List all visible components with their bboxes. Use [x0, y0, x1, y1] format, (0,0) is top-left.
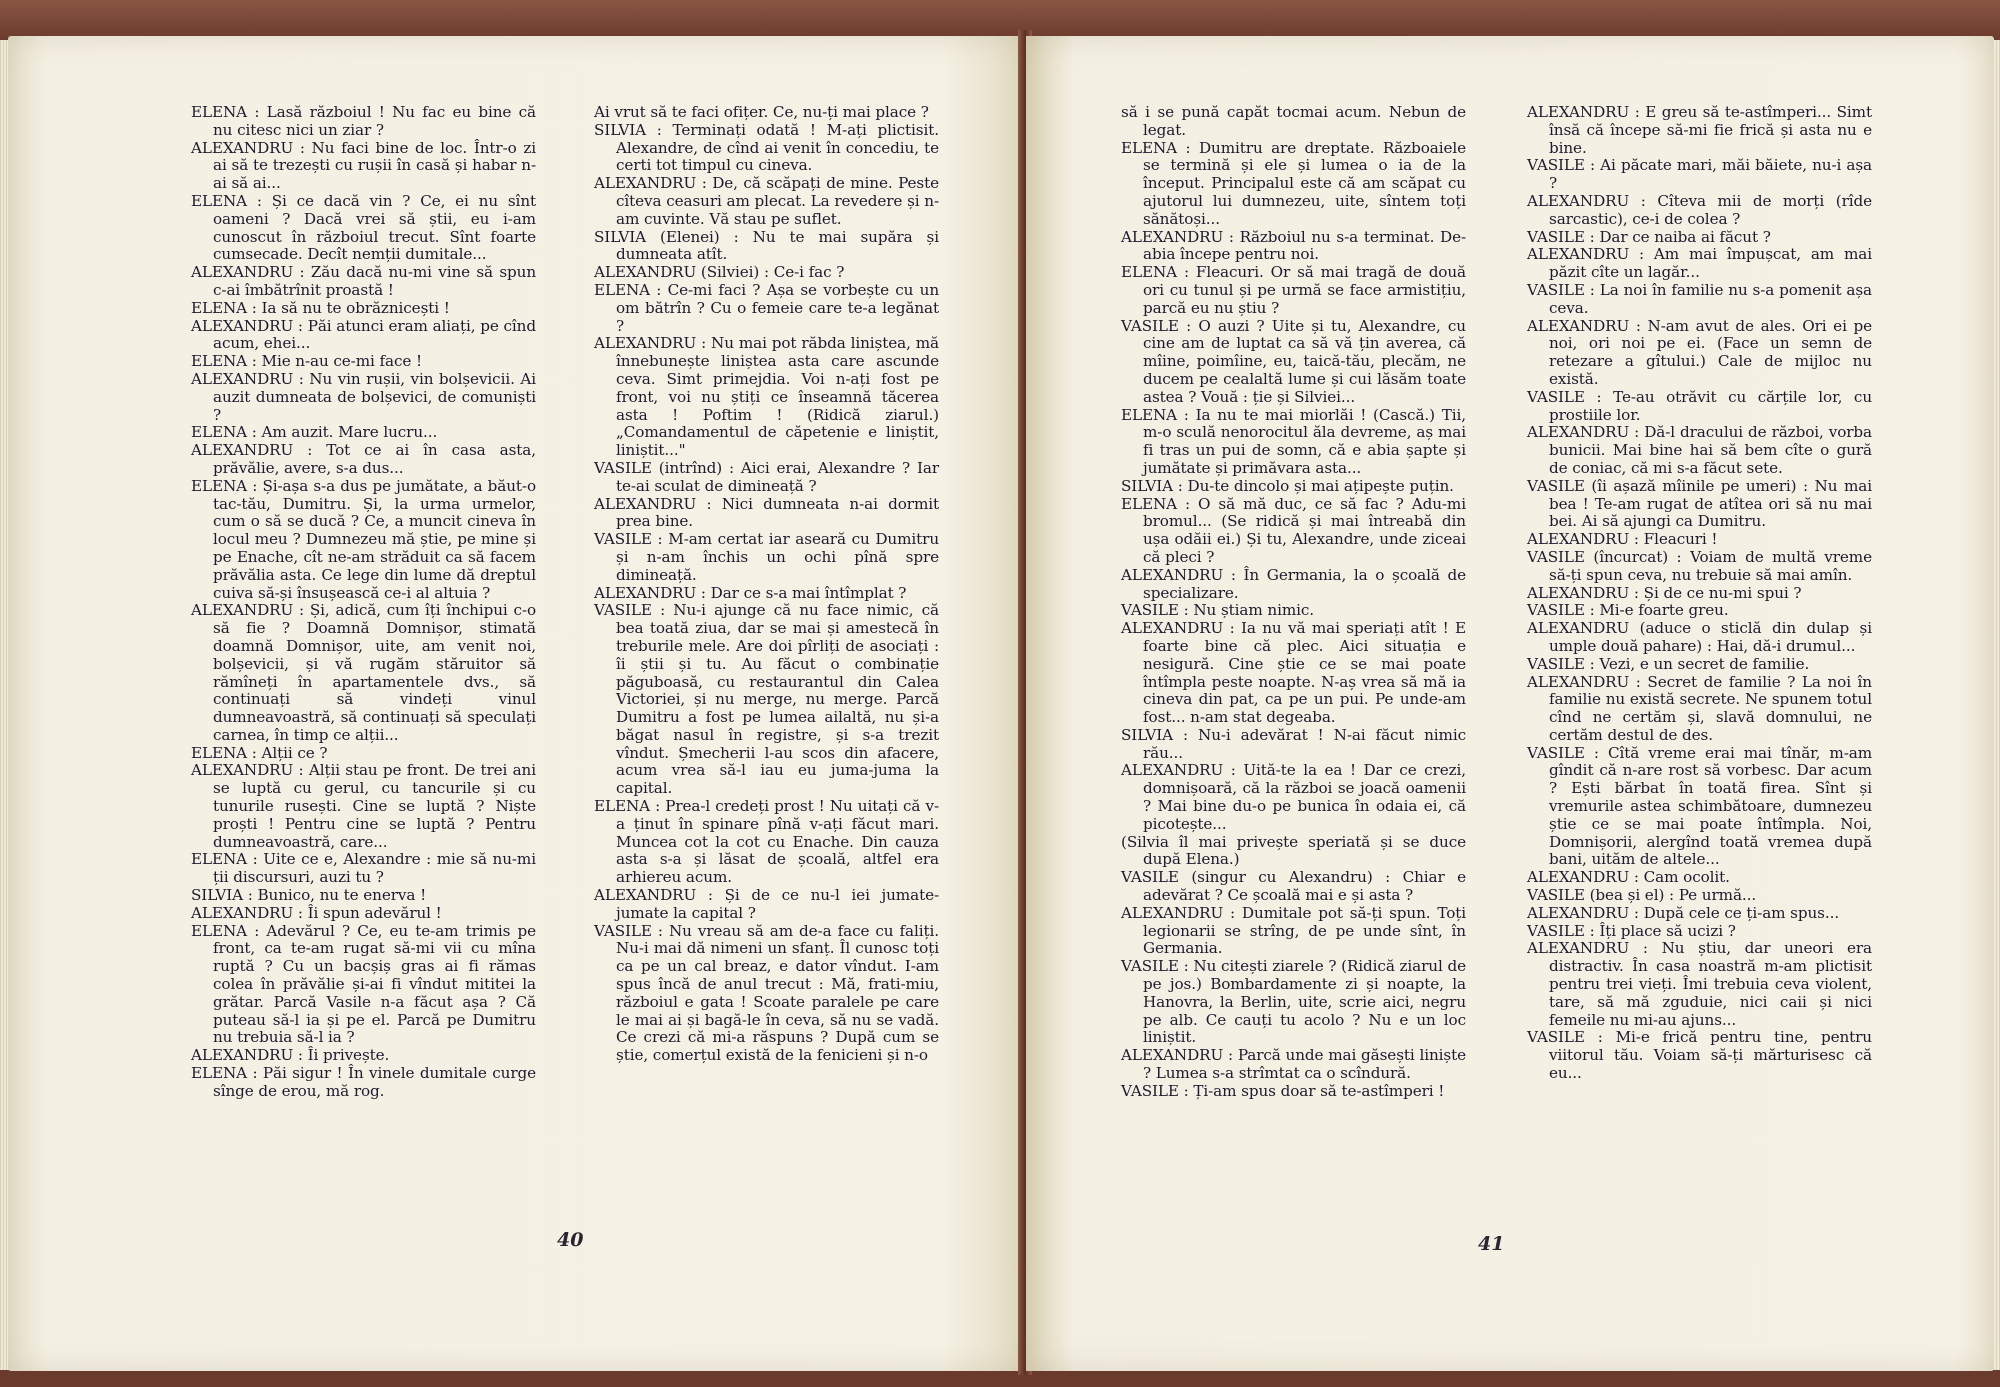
- dialogue-line: ALEXANDRU : E greu să te-astîmperi... Simt însă că începe să-mi fie frică și asta nu e bine.: [1527, 103, 1872, 157]
- dialogue-line: VASILE : Mi-e frică pentru tine, pentru viitorul tău. Voiam să-ți mărturisesc că eu...: [1527, 1028, 1872, 1083]
- dialogue-line: SILVIA : Terminați odată ! M-ați plictisit. Alexandre, de cînd ai venit în concediu, te certi tot timpul cu cineva.: [594, 120, 939, 175]
- dialogue-line: Ai vrut să te faci ofițer. Ce, nu-ți mai place ?: [594, 103, 929, 121]
- dialogue-line: VASILE : Mi-e foarte greu.: [1527, 601, 1729, 620]
- dialogue-line: ELENA : Prea-l credeți prost ! Nu uitați că v-a ținut în spinare pînă v-ați făcut mari. Muncea cot la cot cu Enache. Din cauza asta s-a și lăsat de școală, altfel era arhiereu acum.: [594, 797, 939, 887]
- dialogue-line: ALEXANDRU : Și, adică, cum îți închipui c-o să fie ? Doamnă Domnișor, stimată doamnă Domnișor, uite, am venit noi, bolșevicii, și vă rugăm stăruitor să rămîneți în apartamentele dvs., să continuați să vindeți vinul dumneavoastră, să continuați să speculați carnea, în timp ce alții...: [191, 601, 536, 744]
- dialogue-line: ALEXANDRU : Fleacuri !: [1527, 530, 1718, 549]
- page-number-left: 40: [557, 1229, 584, 1251]
- dialogue-line: ELENA : Alții ce ?: [191, 743, 328, 762]
- dialogue-line: VASILE : Nu vreau să am de-a face cu faliți. Nu-i mai dă nimeni un sfanț. Îl cunosc toți ca pe un cal breaz, e dator vîndut. I-am spus încă de anul trecut : Mă, frati-miu, războiul e gata ! Scoate paralele pe care le mai ai și bagă-le în ceva, să nu se vadă. Ce crezi că mi-a răspuns ? După cum se știe, comerțul există de la fenicieni și n-o: [594, 921, 939, 1065]
- dialogue-line: ALEXANDRU (aduce o sticlă din dulap și umple două pahare) : Hai, dă-i drumul...: [1527, 619, 1872, 655]
- dialogue-line: SILVIA (Elenei) : Nu te mai supăra și dumneata atît.: [594, 227, 939, 264]
- dialogue-line: ELENA : Fleacuri. Or să mai tragă de două ori cu tunul și pe urmă se face armistițiu, parcă eu nu știu ?: [1121, 263, 1466, 317]
- dialogue-line: VASILE : Cîtă vreme erai mai tînăr, m-am gîndit că n-are rost să vorbesc. Dar acum ? Ești bărbat în toată firea. Sînt și vremurile astea schimbătoare, dumnezeu știe ce se mai poate întîmpla. Noi, Domnișorii, alergînd toată vremea după bani, uităm de altele...: [1527, 743, 1872, 869]
- dialogue-line: ALEXANDRU (Silviei) : Ce-i fac ?: [594, 263, 845, 282]
- dialogue-line: ALEXANDRU : De, că scăpați de mine. Peste cîteva ceasuri am plecat. La revedere și n-am cuvinte. Vă stau pe suflet.: [594, 174, 939, 228]
- dialogue-line: VASILE : Îți place să ucizi ?: [1527, 921, 1736, 940]
- dialogue-line: VASILE (singur cu Alexandru) : Chiar e adevărat ? Ce școală mai e și asta ?: [1121, 868, 1466, 905]
- dialogue-line: SILVIA : Bunico, nu te enerva !: [191, 886, 427, 905]
- dialogue-line: VASILE : Ți-am spus doar să te-astîmperi !: [1121, 1081, 1445, 1100]
- dialogue-line: ALEXANDRU : Și de ce nu-l iei jumate-jumate la capital ?: [594, 886, 939, 922]
- dialogue-line: VASILE : Dar ce naiba ai făcut ?: [1527, 227, 1771, 246]
- dialogue-line: VASILE : Nu citești ziarele ? (Ridică ziarul de pe jos.) Bombardamente zi și noapte, la Hanovra, la Berlin, uite, scrie aici, negru pe alb. Ce cauți tu acolo ? Nu e un loc liniștit.: [1121, 957, 1466, 1047]
- dialogue-line: ALEXANDRU : Îi spun adevărul !: [191, 903, 442, 922]
- page-number-right: 41: [1478, 1233, 1505, 1255]
- dialogue-line: ELENA : Ce-mi faci ? Așa se vorbește cu un om bătrîn ? Cu o femeie care te-a legănat ?: [594, 280, 939, 335]
- dialogue-line: VASILE : La noi în familie nu s-a pomenit așa ceva.: [1527, 280, 1872, 317]
- dialogue-line: ALEXANDRU : Păi atunci eram aliați, pe cînd acum, ehei...: [191, 316, 536, 353]
- dialogue-line: ELENA : Păi sigur ! În vinele dumitale curge sînge de erou, mă rog.: [191, 1064, 536, 1100]
- dialogue-line: VASILE : O auzi ? Uite și tu, Alexandre, cu cine am de luptat ca să vă țin averea, că mîine, poimîine, eu, taică-tău, plecăm, ne ducem pe cealaltă lume și cui lăsăm toate astea ? Vouă : ție și Silviei...: [1121, 316, 1466, 406]
- dialogue-line: ALEXANDRU : Parcă unde mai găsești liniște ? Lumea s-a strîmtat ca o scîndură.: [1121, 1046, 1466, 1083]
- dialogue-line: VASILE : Te-au otrăvit cu cărțile lor, cu prostiile lor.: [1527, 387, 1872, 424]
- dialogue-line: ALEXANDRU : Zău dacă nu-mi vine să spun c-ai îmbătrînit proastă !: [191, 263, 536, 299]
- right-page-column-1: [1121, 104, 1466, 1101]
- dialogue-line: ALEXANDRU : Cam ocolit.: [1527, 868, 1730, 887]
- dialogue-line: VASILE (intrînd) : Aici erai, Alexandre ? Iar te-ai sculat de dimineață ?: [594, 458, 939, 495]
- book-cover-top: [0, 0, 2000, 40]
- dialogue-line: ALEXANDRU : Nici dumneata n-ai dormit prea bine.: [594, 494, 939, 531]
- dialogue-line: ELENA : Dumitru are dreptate. Războaiele se termină și ele și lumea o ia de la început. Principalul este că am scăpat cu ajutorul lui dumnezeu, uite, sîntem toți sănătoși...: [1121, 138, 1466, 228]
- dialogue-line: SILVIA : Nu-i adevărat ! N-ai făcut nimic rău...: [1121, 725, 1466, 762]
- dialogue-line: ELENA : Ia nu te mai miorlăi ! (Cască.) Tii, m-o sculă nenorocitul ăla devreme, aș mai fi tras un pui de somn, că e abia șapte și jumătate și primăvara asta...: [1121, 405, 1466, 477]
- dialogue-line: ALEXANDRU : Nu faci bine de loc. Într-o zi ai să te trezești cu rușii în casă și habar n-ai să ai...: [191, 138, 536, 193]
- dialogue-line: ELENA : O să mă duc, ce să fac ? Adu-mi bromul... (Se ridică și mai întreabă din ușa odăii ei.) Și tu, Alexandre, unde ziceai că pleci ?: [1121, 494, 1466, 566]
- dialogue-line: să i se pună capăt tocmai acum. Nebun de legat.: [1121, 103, 1466, 139]
- dialogue-line: ALEXANDRU : Ia nu vă mai speriați atît ! E foarte bine că plec. Aici situația e nesigură. Cine știe ce se mai poate întîmpla peste noapte. N-aș vrea să mă ia cineva din pat, ca pe un pui. Pe unde-am fost... n-am stat degeaba.: [1121, 619, 1466, 727]
- dialogue-line: ALEXANDRU : Nu știu, dar uneori era distractiv. În casa noastră m-am plictisit pentru trei vieți. Îmi trebuia ceva violent, tare, să mă zguduie, nici caii și nici femeile nu mi-au ajuns...: [1527, 939, 1872, 1029]
- dialogue-line: VASILE : Nu știam nimic.: [1121, 601, 1315, 620]
- left-page-column-2: [594, 104, 939, 1065]
- dialogue-line: ALEXANDRU : În Germania, la o școală de specializare.: [1121, 565, 1466, 602]
- dialogue-line: ELENA : Mie n-au ce-mi face !: [191, 352, 423, 371]
- dialogue-line: ALEXANDRU : Tot ce ai în casa asta, prăvălie, avere, s-a dus...: [191, 441, 536, 477]
- dialogue-line: ALEXANDRU : Dumitale pot să-ți spun. Toți legionarii se strîng, de pe unde sînt, în Germania.: [1121, 903, 1466, 958]
- dialogue-line: VASILE : M-am certat iar aseară cu Dumitru și n-am închis un ochi pînă spre dimineață.: [594, 530, 939, 584]
- dialogue-line: VASILE (îi așază mîinile pe umeri) : Nu mai bea ! Te-am rugat de atîtea ori să nu mai bei. Ai să ajungi ca Dumitru.: [1527, 476, 1872, 531]
- left-page: [8, 36, 1023, 1371]
- dialogue-line: ALEXANDRU : Și de ce nu-mi spui ?: [1527, 583, 1802, 602]
- dialogue-line: ELENA : Adevărul ? Ce, eu te-am trimis pe front, ca te-am rugat să-mi vii cu mîna ruptă ? Cu un bacșiș gras ai fi rămas colea în prăvălie și-ai fi vîndut mititei la grătar. Parcă Vasile n-a făcut așa ? Că puteau să-l ia și pe el. Parcă pe Dumitru nu trebuia să-l ia ?: [191, 921, 536, 1047]
- dialogue-line: SILVIA : Du-te dincolo și mai ațipește puțin.: [1121, 476, 1454, 495]
- dialogue-line: ALEXANDRU : Am mai împușcat, am mai păzit cîte un lagăr...: [1527, 245, 1872, 282]
- dialogue-line: (Silvia îl mai privește speriată și se duce după Elena.): [1121, 832, 1466, 869]
- dialogue-line: ALEXANDRU : Alții stau pe front. De trei ani se luptă cu gerul, cu tancurile și cu tunurile rusești. Cine se luptă ? Niște proști ! Pentru cine se luptă ? Pentru dumneavoastră, care...: [191, 761, 536, 851]
- dialogue-line: ALEXANDRU : Uită-te la ea ! Dar ce crezi, domnișoară, că la război se joacă oamenii ? Mai bine du-o pe bunica în odaia ei, că picotește...: [1121, 761, 1466, 833]
- dialogue-line: ELENA : Uite ce e, Alexandre : mie să nu-mi ții discursuri, auzi tu ?: [191, 850, 536, 887]
- dialogue-line: ALEXANDRU : Dar ce s-a mai întîmplat ?: [594, 583, 907, 602]
- dialogue-line: VASILE : Ai păcate mari, măi băiete, nu-i așa ?: [1527, 156, 1872, 193]
- dialogue-line: ALEXANDRU : Dă-l dracului de război, vorba bunicii. Mai bine hai să bem cîte o gură de coniac, că mi s-a făcut sete.: [1527, 423, 1872, 477]
- dialogue-line: ALEXANDRU : Nu mai pot răbda liniștea, mă înnebunește liniștea asta care ascunde ceva. Simt primejdia. Voi n-ați fost pe front, voi nu știți ce înseamnă tăcerea asta ! Poftim ! (Ridică ziarul.) „Comandamentul de căpetenie e liniștit, liniștit...": [594, 334, 939, 460]
- dialogue-line: ELENA : Și ce dacă vin ? Ce, ei nu sînt oameni ? Dacă vrei să știi, eu i-am cunoscut în războiul trecut. Sînt foarte cumsecade. Decît nemții dumitale...: [191, 191, 536, 264]
- dialogue-line: VASILE (bea și el) : Pe urmă...: [1527, 886, 1757, 905]
- dialogue-line: ALEXANDRU : Secret de familie ? La noi în familie nu există secrete. Ne spunem totul cînd ne certăm și, slavă domnului, ne certăm destul de des.: [1527, 672, 1872, 744]
- dialogue-line: ALEXANDRU : N-am avut de ales. Ori ei pe noi, ori noi pe ei. (Face un semn de retezare a gîtului.) Cale de mijloc nu există.: [1527, 316, 1872, 388]
- dialogue-line: ELENA : Lasă războiul ! Nu fac eu bine că nu citesc nici un ziar ?: [191, 103, 536, 139]
- dialogue-line: ALEXANDRU : Nu vin rușii, vin bolșevicii. Ai auzit dumneata de bolșevici, de comuniști ?: [191, 369, 536, 424]
- dialogue-line: ALEXANDRU : Cîteva mii de morți (rîde sarcastic), ce-i de colea ?: [1527, 191, 1872, 228]
- right-page-column-2: [1527, 104, 1872, 1083]
- dialogue-line: VASILE : Vezi, e un secret de familie.: [1527, 654, 1810, 673]
- right-page: [1026, 36, 1994, 1371]
- dialogue-line: ELENA : Și-așa s-a dus pe jumătate, a băut-o tac-tău, Dumitru. Și, la urma urmelor, cum o să se ducă ? Ce, a muncit cineva în locul meu ? Dumnezeu mă știe, pe mine și pe Enache, cît ne-am străduit ca să facem prăvălia asta. Ce lege din lume dă dreptul cuiva să-și însușească ce-i al altuia ?: [191, 476, 536, 602]
- dialogue-line: VASILE : Nu-i ajunge că nu face nimic, că bea toată ziua, dar se mai și amestecă în treburile mele. Are doi pîrliți de asociați : îi știi și tu. Au făcut o combinație păguboasă, cu restaurantul din Calea Victoriei, și nu merge, nu merge. Parcă Dumitru a fost pe lumea ailaltă, nu și-a băgat nasul în registre, și s-a trezit vîndut. Șmecherii l-au scos din afacere, acum vrea să-l iau eu juma-juma la capital.: [594, 601, 939, 798]
- dialogue-line: ALEXANDRU : După cele ce ți-am spus...: [1527, 903, 1840, 922]
- dialogue-line: ALEXANDRU : Războiul nu s-a terminat. De-abia începe pentru noi.: [1121, 227, 1466, 264]
- left-page-column-1: [191, 104, 536, 1101]
- dialogue-line: ELENA : Ia să nu te obrăznicești !: [191, 298, 450, 317]
- dialogue-line: VASILE (încurcat) : Voiam de multă vreme să-ți spun ceva, nu trebuie să mai amîn.: [1527, 547, 1872, 584]
- dialogue-line: ELENA : Am auzit. Mare lucru...: [191, 423, 438, 442]
- dialogue-line: ALEXANDRU : Îi privește.: [191, 1046, 390, 1065]
